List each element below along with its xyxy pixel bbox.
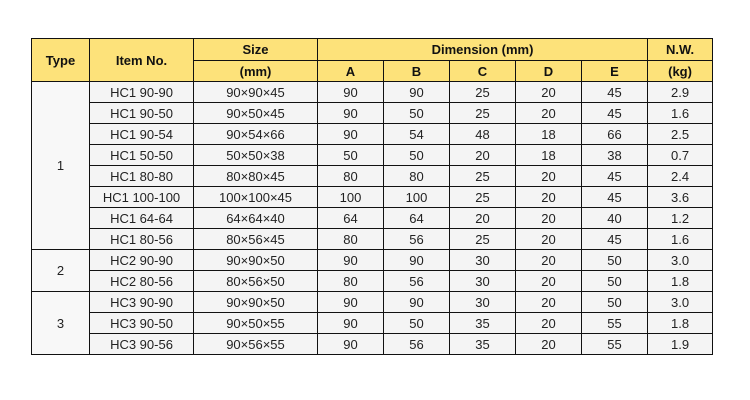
- cell-item-no: HC1 80-56: [90, 229, 194, 250]
- table-row: [32, 145, 713, 166]
- cell-item-no: HC1 50-50: [90, 145, 194, 166]
- cell-net-weight: 1.2: [648, 208, 713, 229]
- cell-dim-d: 18: [516, 145, 582, 166]
- cell-net-weight: 0.7: [648, 145, 713, 166]
- cell-dim-a: 90: [318, 250, 384, 271]
- cell-dim-b: 56: [384, 229, 450, 250]
- table-row: [32, 103, 713, 124]
- cell-dim-c: 25: [450, 229, 516, 250]
- cell-dim-b: 90: [384, 250, 450, 271]
- cell-dim-b: 56: [384, 334, 450, 355]
- cell-net-weight: 3.6: [648, 187, 713, 208]
- cell-size: 64×64×40: [194, 208, 318, 229]
- cell-size: 80×80×45: [194, 166, 318, 187]
- cell-dim-e: 40: [582, 208, 648, 229]
- cell-size: 90×56×55: [194, 334, 318, 355]
- table-row: [32, 313, 713, 334]
- cell-dim-a: 90: [318, 313, 384, 334]
- cell-dim-e: 45: [582, 166, 648, 187]
- cell-dim-c: 25: [450, 166, 516, 187]
- cell-item-no: HC1 64-64: [90, 208, 194, 229]
- cell-net-weight: 1.8: [648, 313, 713, 334]
- cell-dim-c: 30: [450, 250, 516, 271]
- cell-dim-c: 25: [450, 103, 516, 124]
- header-dim-c: C: [450, 61, 516, 82]
- cell-size: 50×50×38: [194, 145, 318, 166]
- header-size: Size: [194, 39, 318, 61]
- cell-item-no: HC3 90-90: [90, 292, 194, 313]
- cell-dim-a: 90: [318, 292, 384, 313]
- cell-dim-c: 25: [450, 82, 516, 103]
- cell-dim-c: 48: [450, 124, 516, 145]
- cell-dim-d: 20: [516, 187, 582, 208]
- cell-dim-a: 90: [318, 82, 384, 103]
- cell-dim-b: 50: [384, 103, 450, 124]
- header-item-no: Item No.: [90, 39, 194, 82]
- cell-dim-b: 50: [384, 313, 450, 334]
- cell-dim-e: 45: [582, 82, 648, 103]
- cell-size: 100×100×45: [194, 187, 318, 208]
- cell-dim-e: 45: [582, 187, 648, 208]
- cell-item-no: HC1 90-90: [90, 82, 194, 103]
- cell-net-weight: 1.6: [648, 229, 713, 250]
- cell-dim-c: 30: [450, 271, 516, 292]
- header-type: Type: [32, 39, 90, 82]
- cell-net-weight: 2.9: [648, 82, 713, 103]
- table-row: [32, 334, 713, 355]
- cell-dim-e: 38: [582, 145, 648, 166]
- cell-dim-e: 55: [582, 334, 648, 355]
- table-row: [32, 250, 713, 271]
- cell-type: 3: [32, 292, 90, 355]
- cell-item-no: HC3 90-50: [90, 313, 194, 334]
- cell-net-weight: 1.6: [648, 103, 713, 124]
- cell-size: 90×90×50: [194, 292, 318, 313]
- cell-dim-a: 80: [318, 229, 384, 250]
- cell-dim-e: 55: [582, 313, 648, 334]
- cell-dim-d: 20: [516, 208, 582, 229]
- cell-size: 90×50×45: [194, 103, 318, 124]
- cell-dim-b: 100: [384, 187, 450, 208]
- header-size-unit: (mm): [194, 61, 318, 82]
- cell-item-no: HC2 80-56: [90, 271, 194, 292]
- cell-dim-b: 64: [384, 208, 450, 229]
- cell-dim-b: 80: [384, 166, 450, 187]
- cell-net-weight: 2.5: [648, 124, 713, 145]
- cell-dim-e: 50: [582, 292, 648, 313]
- cell-dim-e: 45: [582, 103, 648, 124]
- cell-dim-d: 20: [516, 313, 582, 334]
- product-spec-table: [31, 38, 713, 355]
- cell-dim-b: 54: [384, 124, 450, 145]
- cell-net-weight: 1.9: [648, 334, 713, 355]
- table-row: [32, 82, 713, 103]
- header-nw: N.W.: [648, 39, 713, 61]
- cell-dim-a: 90: [318, 334, 384, 355]
- cell-dim-a: 50: [318, 145, 384, 166]
- cell-item-no: HC2 90-90: [90, 250, 194, 271]
- cell-dim-a: 64: [318, 208, 384, 229]
- header-dimension: Dimension (mm): [318, 39, 648, 61]
- cell-dim-a: 90: [318, 103, 384, 124]
- cell-dim-e: 66: [582, 124, 648, 145]
- header-dim-b: B: [384, 61, 450, 82]
- cell-net-weight: 3.0: [648, 250, 713, 271]
- table-row: [32, 166, 713, 187]
- table-body: [32, 82, 713, 355]
- cell-dim-e: 45: [582, 229, 648, 250]
- header-dim-e: E: [582, 61, 648, 82]
- table-row: [32, 292, 713, 313]
- cell-size: 90×54×66: [194, 124, 318, 145]
- cell-dim-c: 30: [450, 292, 516, 313]
- cell-dim-c: 20: [450, 208, 516, 229]
- cell-dim-d: 20: [516, 103, 582, 124]
- cell-dim-b: 90: [384, 292, 450, 313]
- cell-item-no: HC1 80-80: [90, 166, 194, 187]
- cell-type: 2: [32, 250, 90, 292]
- cell-dim-d: 20: [516, 82, 582, 103]
- cell-dim-d: 20: [516, 166, 582, 187]
- cell-dim-c: 25: [450, 187, 516, 208]
- cell-dim-a: 80: [318, 166, 384, 187]
- cell-dim-c: 35: [450, 334, 516, 355]
- cell-dim-b: 50: [384, 145, 450, 166]
- cell-dim-e: 50: [582, 271, 648, 292]
- cell-size: 90×50×55: [194, 313, 318, 334]
- cell-size: 80×56×45: [194, 229, 318, 250]
- cell-type: 1: [32, 82, 90, 250]
- cell-dim-c: 20: [450, 145, 516, 166]
- cell-size: 90×90×50: [194, 250, 318, 271]
- table-row: [32, 271, 713, 292]
- cell-dim-a: 90: [318, 124, 384, 145]
- table-row: [32, 124, 713, 145]
- cell-size: 90×90×45: [194, 82, 318, 103]
- table-row: [32, 208, 713, 229]
- cell-item-no: HC1 100-100: [90, 187, 194, 208]
- cell-dim-d: 20: [516, 271, 582, 292]
- cell-dim-b: 90: [384, 82, 450, 103]
- table-row: [32, 229, 713, 250]
- cell-size: 80×56×50: [194, 271, 318, 292]
- header-dim-a: A: [318, 61, 384, 82]
- cell-net-weight: 2.4: [648, 166, 713, 187]
- cell-dim-b: 56: [384, 271, 450, 292]
- table-row: [32, 187, 713, 208]
- cell-dim-d: 20: [516, 229, 582, 250]
- header-nw-unit: (kg): [648, 61, 713, 82]
- cell-dim-c: 35: [450, 313, 516, 334]
- cell-item-no: HC1 90-50: [90, 103, 194, 124]
- cell-dim-d: 20: [516, 334, 582, 355]
- cell-dim-d: 18: [516, 124, 582, 145]
- cell-net-weight: 1.8: [648, 271, 713, 292]
- cell-dim-a: 100: [318, 187, 384, 208]
- cell-dim-e: 50: [582, 250, 648, 271]
- cell-dim-d: 20: [516, 250, 582, 271]
- cell-dim-d: 20: [516, 292, 582, 313]
- cell-item-no: HC1 90-54: [90, 124, 194, 145]
- cell-item-no: HC3 90-56: [90, 334, 194, 355]
- cell-net-weight: 3.0: [648, 292, 713, 313]
- cell-dim-a: 80: [318, 271, 384, 292]
- header-dim-d: D: [516, 61, 582, 82]
